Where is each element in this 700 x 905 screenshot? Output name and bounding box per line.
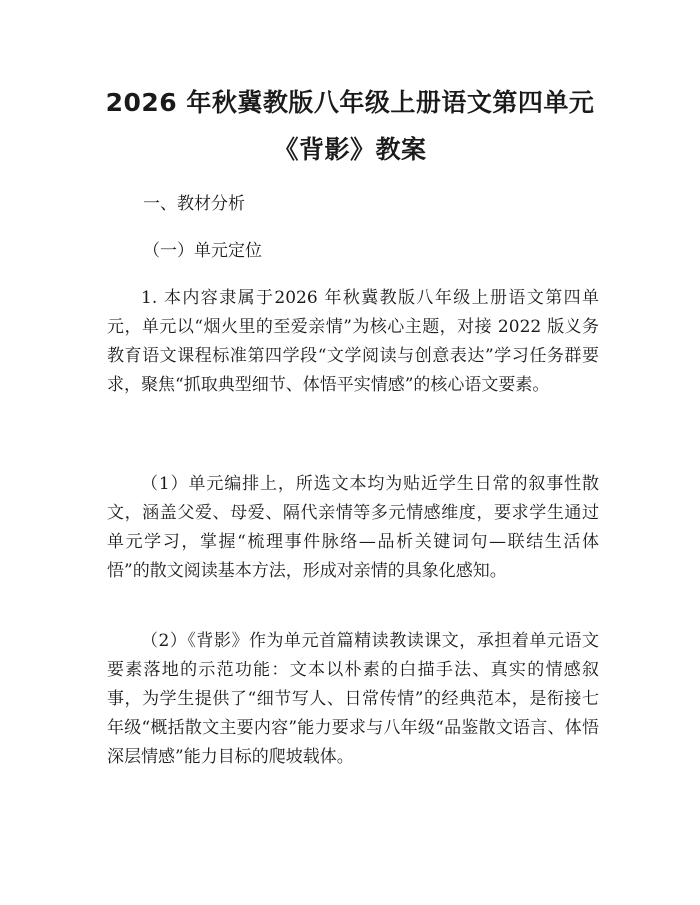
subsection-heading-unit-positioning: （一）单元定位 <box>143 241 262 261</box>
paragraph-3: （2）《背影》作为单元首篇精读教读课文，承担着单元语文要素落地的示范功能：文本以朴素的白描手法、真实的情感叙事，为学生提供了“细节写人、日常传情”的经典范本，是衔接七年级“概括散文主要内容”能力要求与八年级“品鉴散文语言、体悟深层情感”能力目标的爬坡载体。 <box>107 631 599 767</box>
document-title-line-1: 2026 年秋冀教版八年级上册语文第四单元 <box>105 88 595 117</box>
paragraph-1: 1. 本内容隶属于2026 年秋冀教版八年级上册语文第四单元，单元以“烟火里的至爱亲情”为核心主题，对接 2022 版义务教育语文课程标准第四学段“文学阅读与创意表达”学习任务群要求，聚焦“抓取典型细节、体悟平实情感”的核心语文要素。 <box>107 288 599 395</box>
paragraph-2: （1）单元编排上，所选文本均为贴近学生日常的叙事性散文，涵盖父爱、母爱、隔代亲情等多元情感维度，要求学生通过单元学习，掌握“梳理事件脉络—品析关键词句—联结生活体悟”的散文阅读基本方法，形成对亲情的具象化感知。 <box>107 474 599 581</box>
section-heading-teaching-material-analysis: 一、教材分析 <box>143 194 245 214</box>
document-title-line-2: 《背影》教案 <box>273 135 427 164</box>
